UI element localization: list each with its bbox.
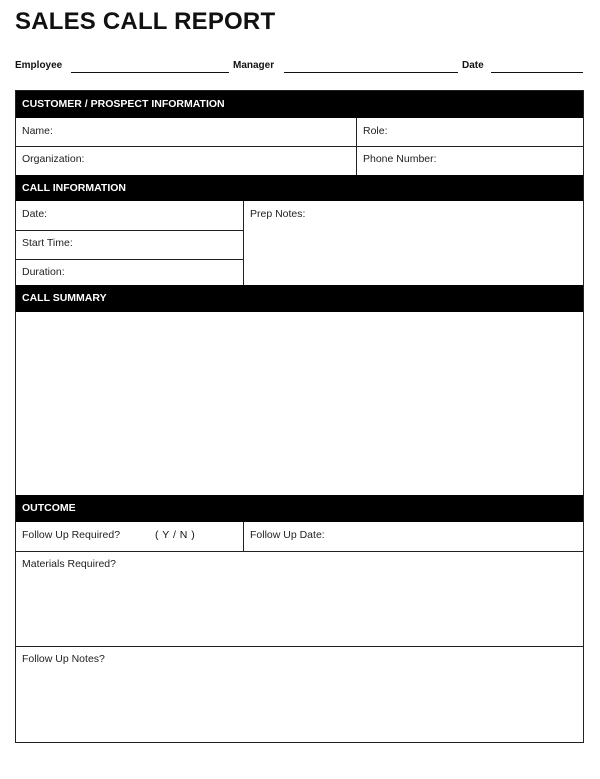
call-info-section-header: CALL INFORMATION bbox=[16, 175, 583, 201]
organization-field[interactable]: Organization: bbox=[22, 153, 85, 165]
manager-label: Manager bbox=[233, 60, 275, 71]
call-date-field[interactable]: Date: bbox=[22, 208, 48, 220]
start-time-field[interactable]: Start Time: bbox=[22, 237, 73, 249]
call-summary-section-header: CALL SUMMARY bbox=[16, 285, 583, 312]
follow-up-notes-field[interactable]: Follow Up Notes? bbox=[22, 653, 105, 665]
employee-label: Employee bbox=[15, 60, 63, 71]
outcome-section-header: OUTCOME bbox=[16, 495, 583, 522]
follow-up-required-field[interactable] bbox=[16, 522, 243, 551]
yes-no-choice[interactable]: ( Y / N ) bbox=[155, 529, 196, 541]
page-title: SALES CALL REPORT bbox=[15, 8, 276, 35]
date-field[interactable] bbox=[491, 72, 583, 73]
name-field[interactable]: Name: bbox=[22, 125, 53, 137]
customer-section-header: CUSTOMER / PROSPECT INFORMATION bbox=[16, 91, 583, 118]
manager-field[interactable] bbox=[284, 72, 458, 73]
employee-field[interactable] bbox=[71, 72, 229, 73]
follow-up-date-field[interactable]: Follow Up Date: bbox=[250, 529, 325, 541]
call-summary-field[interactable] bbox=[16, 312, 583, 495]
prep-notes-field[interactable]: Prep Notes: bbox=[250, 208, 306, 220]
signature-line bbox=[15, 60, 583, 76]
duration-field[interactable]: Duration: bbox=[22, 266, 65, 278]
role-field[interactable]: Role: bbox=[363, 125, 388, 137]
materials-required-field[interactable]: Materials Required? bbox=[22, 558, 116, 570]
report-form bbox=[15, 90, 584, 743]
phone-number-field[interactable]: Phone Number: bbox=[363, 153, 437, 165]
divider bbox=[356, 118, 357, 175]
follow-up-required-label: Follow Up Required? bbox=[22, 529, 121, 541]
date-label: Date bbox=[462, 60, 484, 71]
